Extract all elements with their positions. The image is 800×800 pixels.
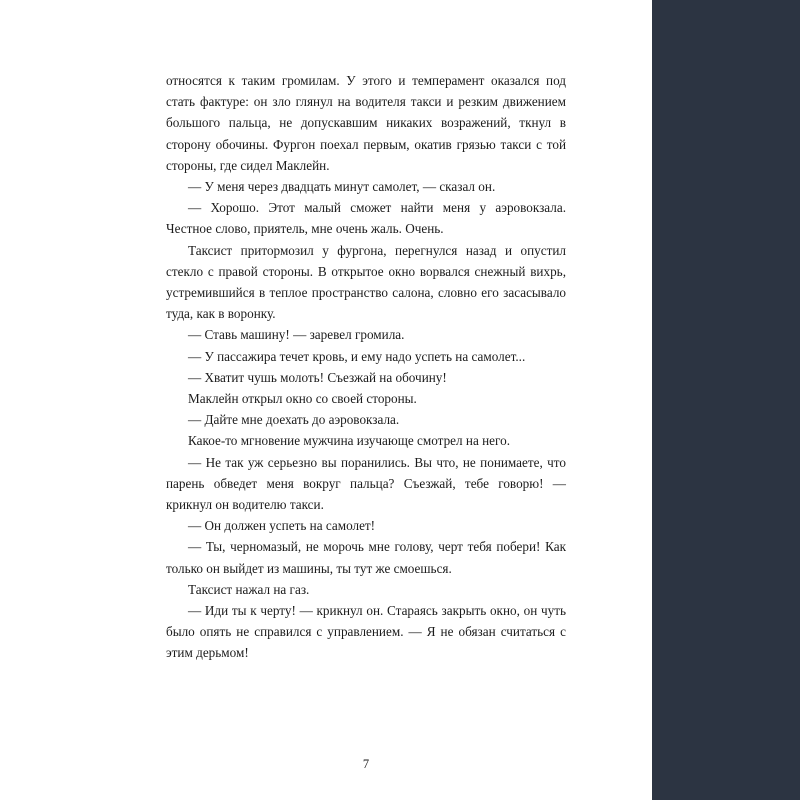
page-number: 7 xyxy=(362,757,370,771)
paragraph: — Ставь машину! — заревел громила. xyxy=(188,327,405,343)
paragraph: относятся к таким громилам. У этого и темперамент оказался под стать фактуре: он зло глянул на водителя такси и резким движением большого пальца, не допускавшим никаких возражений, ткнул в сторону обочины. Фургон поехал первым, окатив грязью такси с той стороны, где сидел Маклейн. xyxy=(166,73,566,173)
paragraph: — У меня через двадцать минут самолет, — сказал он. xyxy=(188,179,496,195)
paragraph: — Он должен успеть на самолет! xyxy=(188,518,376,534)
paragraph: — Ты, черномазый, не морочь мне голову, черт тебя побери! Как только он выйдет из машины, ты тут же смоешься. xyxy=(166,539,566,576)
paragraph: — У пассажира течет кровь, и ему надо успеть на самолет... xyxy=(188,348,526,364)
paragraph: — Иди ты к черту! — крикнул он. Стараясь закрыть окно, он чуть было опять не справился с управлением. — Я не обязан считаться с этим дерьмом! xyxy=(166,603,566,661)
paragraph: — Хватит чушь молоть! Съезжай на обочину! xyxy=(188,369,447,385)
paragraph: — Хорошо. Этот малый сможет найти меня у аэровокзала. Честное слово, приятель, мне очень жаль. Очень. xyxy=(166,200,566,237)
paragraph: — Дайте мне доехать до аэровокзала. xyxy=(188,412,400,428)
book-binding-edge xyxy=(652,0,800,800)
body-text-column xyxy=(166,70,566,664)
paragraph: Таксист притормозил у фургона, перегнулся назад и опустил стекло с правой стороны. В открытое окно ворвался снежный вихрь, устремившийся в теплое пространство салона, словно его засасывало туда, как в воронку. xyxy=(166,242,566,322)
paragraph: Таксист нажал на газ. xyxy=(188,581,310,597)
paragraph: — Не так уж серьезно вы поранились. Вы что, не понимаете, что парень обведет меня вокруг пальца? Съезжай, тебе говорю! — крикнул он водителю такси. xyxy=(166,454,566,513)
paragraph: Маклейн открыл окно со своей стороны. xyxy=(188,391,417,407)
paragraph: Какое-то мгновение мужчина изучающе смотрел на него. xyxy=(188,433,510,449)
